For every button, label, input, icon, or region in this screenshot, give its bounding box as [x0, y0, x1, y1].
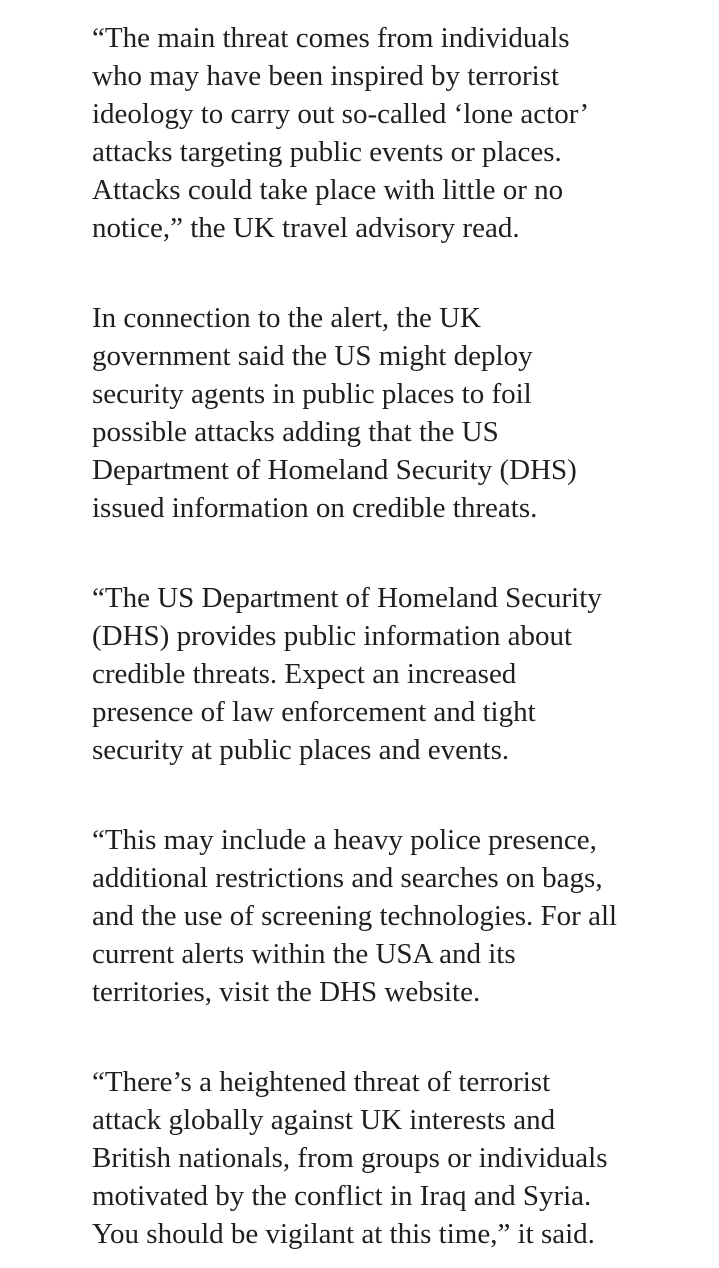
paragraph-line: “This may include a heavy police presence, [92, 824, 597, 856]
paragraph-line: presence of law enforcement and tight [92, 696, 536, 728]
paragraph-line: security at public places and events. [92, 734, 510, 766]
paragraph-line: ideology to carry out so-called ‘lone actor’ [92, 98, 590, 130]
paragraph-line: motivated by the conflict in Iraq and Syria. [92, 1180, 592, 1212]
paragraph-line: British nationals, from groups or individuals [92, 1142, 608, 1174]
paragraph-line: who may have been inspired by terrorist [92, 60, 560, 92]
paragraph-line: credible threats. Expect an increased [92, 658, 517, 690]
paragraph-line: “There’s a heightened threat of terrorist [92, 1066, 551, 1098]
paragraph-line: attacks targeting public events or places. [92, 136, 562, 168]
paragraph-line: territories, visit the DHS website. [92, 976, 481, 1008]
paragraph-line: government said the US might deploy [92, 340, 533, 372]
paragraph-line: In connection to the alert, the UK [92, 302, 481, 334]
paragraph-dhs-quote [92, 579, 712, 769]
paragraph-line: and the use of screening technologies. For all [92, 900, 618, 932]
paragraph-line: possible attacks adding that the US [92, 416, 499, 448]
paragraph-alert-connection [92, 299, 712, 527]
paragraph-line: “The main threat comes from individuals [92, 22, 570, 54]
paragraph-travel-advisory-quote [92, 19, 712, 247]
paragraph-line: Department of Homeland Security (DHS) [92, 454, 577, 486]
paragraph-line: notice,” the UK travel advisory read. [92, 212, 520, 244]
paragraph-security-measures-quote [92, 821, 712, 1011]
paragraph-global-threat-quote [92, 1063, 712, 1253]
paragraph-line: issued information on credible threats. [92, 492, 538, 524]
paragraph-line: current alerts within the USA and its [92, 938, 516, 970]
paragraph-line: “The US Department of Homeland Security [92, 582, 602, 614]
article-body [92, 19, 712, 1253]
paragraph-line: Attacks could take place with little or no [92, 174, 564, 206]
paragraph-line: You should be vigilant at this time,” it said. [92, 1218, 595, 1250]
paragraph-line: (DHS) provides public information about [92, 620, 573, 652]
paragraph-line: additional restrictions and searches on bags, [92, 862, 603, 894]
paragraph-line: security agents in public places to foil [92, 378, 532, 410]
paragraph-line: attack globally against UK interests and [92, 1104, 556, 1136]
